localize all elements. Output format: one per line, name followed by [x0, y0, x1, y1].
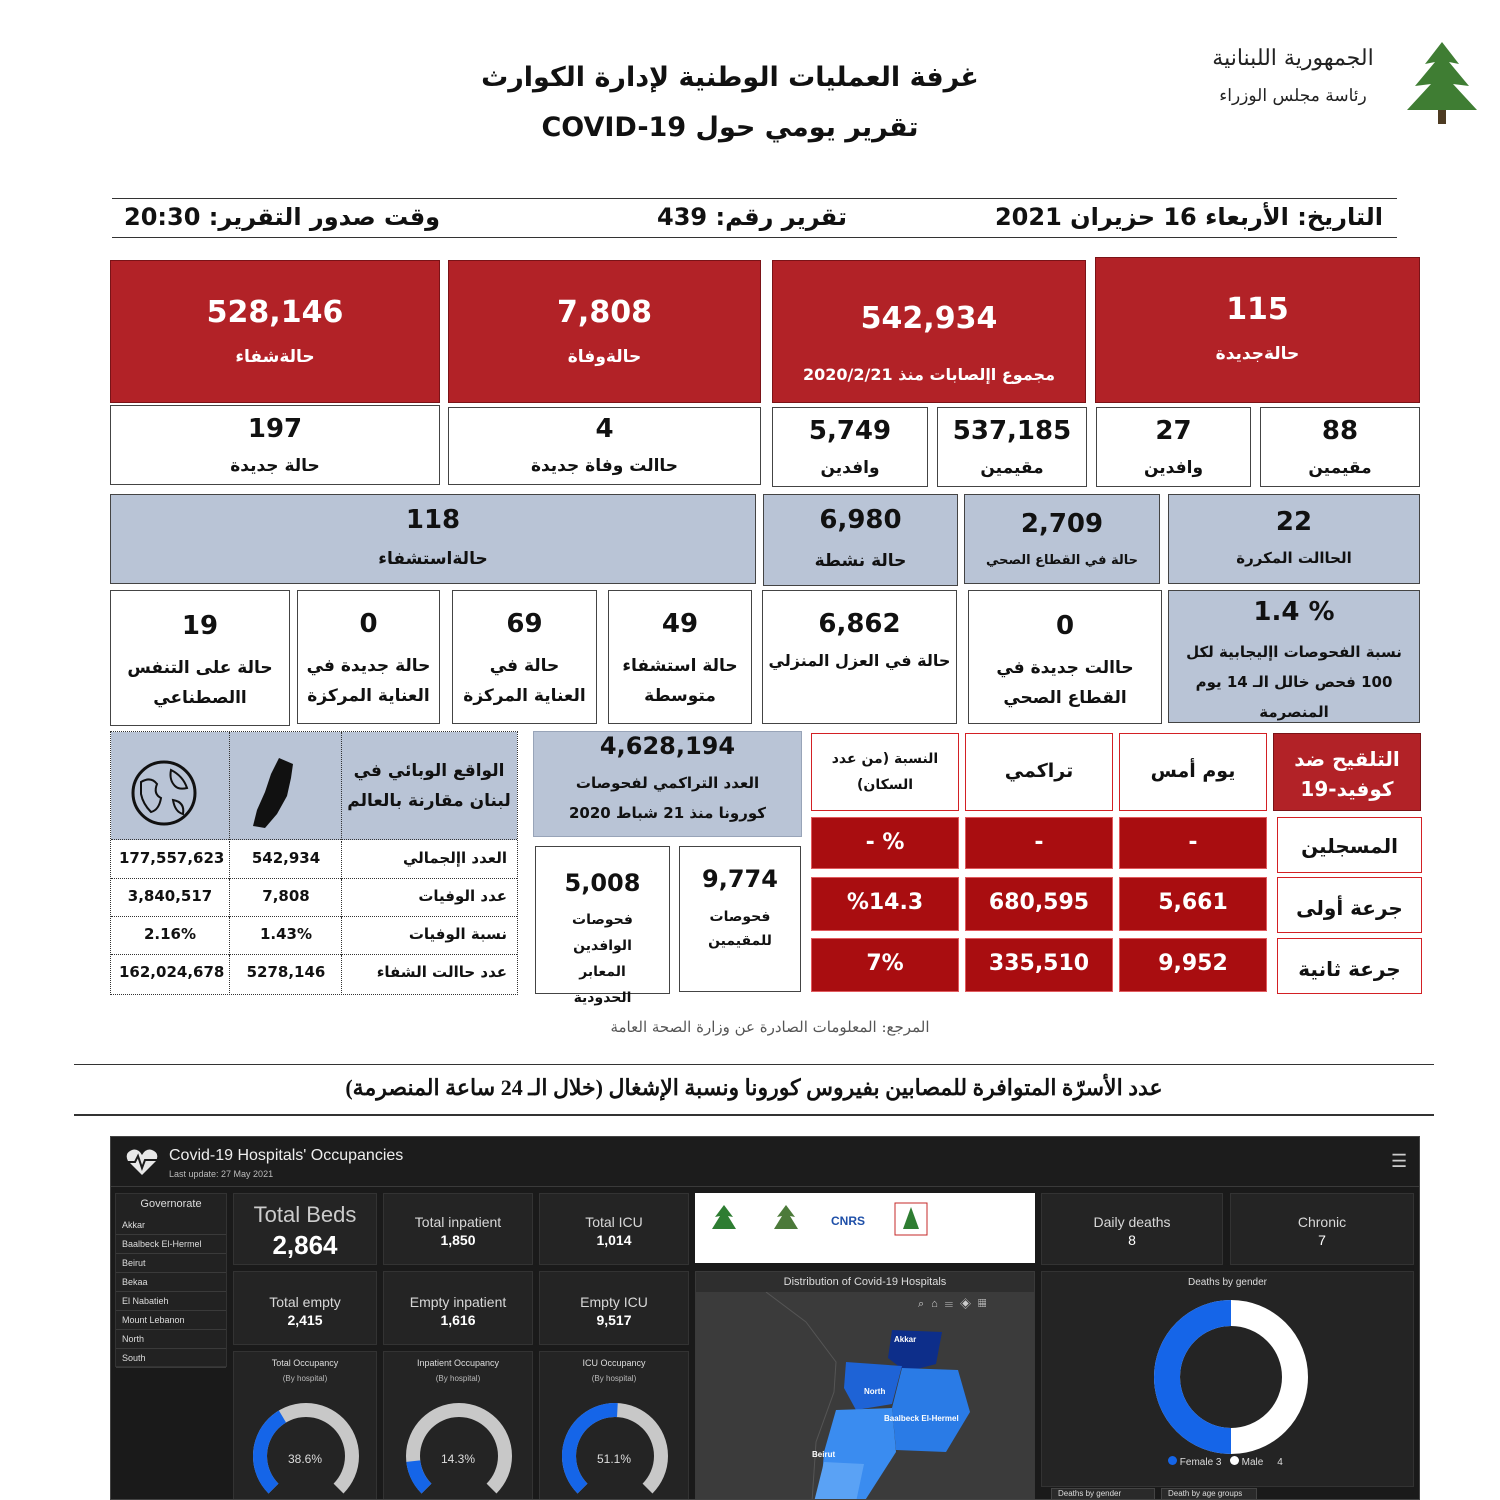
tests-residents-card — [679, 846, 801, 992]
total-inpatient-label: Total inpatient — [414, 1214, 502, 1230]
tests-total-value: 4,628,194 — [599, 732, 736, 760]
world-heading: الواقع الوبائي في لبنان مقارنة بالعالم — [347, 761, 511, 811]
tests-total-card — [533, 731, 802, 837]
empty-inpatient-label: Empty inpatient — [409, 1294, 507, 1310]
map-label-beirut: Beirut — [812, 1450, 836, 1459]
tests-total-label: العدد التراكمي لفحوصات كورونا منذ 21 شباط 2020 — [568, 774, 767, 822]
deaths-label: حالةوفاة — [567, 347, 642, 367]
governorate-item[interactable]: Baalbeck El-Hermel — [116, 1235, 226, 1254]
total-inpatient-value: 1,850 — [440, 1232, 476, 1248]
vaccine-row-label: المسجلين — [1301, 834, 1398, 858]
governorate-item[interactable]: El Nabatieh — [116, 1292, 226, 1311]
world-row-label: العدد اإلجمالي — [402, 849, 507, 867]
vaccine-cell — [965, 938, 1113, 992]
recovered-label: حالةشفاء — [235, 347, 315, 367]
empty-icu-card — [539, 1271, 689, 1345]
total-beds-label: Total Beds — [253, 1202, 357, 1227]
governorate-item[interactable]: Beirut — [116, 1254, 226, 1273]
cnrs-logo-icon — [829, 1205, 869, 1235]
vaccine-col-cumulative-label: تراكمي — [1004, 760, 1074, 782]
world-row-world: 2.16% — [143, 925, 197, 943]
cedar-icon — [1397, 38, 1487, 128]
new-residents-label: مقيمين — [1308, 458, 1372, 478]
total-cases-label: مجموع اإلصابات منذ 2020/2/21 — [803, 365, 1055, 384]
hospital-map[interactable] — [696, 1292, 1034, 1500]
hospital-map-panel — [695, 1271, 1035, 1500]
gauge-subtitle: (By hospital) — [591, 1374, 637, 1383]
vaccine-cell-value: 9,952 — [1158, 951, 1228, 976]
vaccine-cell — [965, 817, 1113, 869]
vaccine-cell — [1119, 938, 1267, 992]
world-row-lebanon: 1.43% — [259, 925, 313, 943]
male-value: 4 — [1277, 1457, 1283, 1468]
chronic-value: 7 — [1318, 1232, 1326, 1248]
gauge-value: 14.3% — [440, 1452, 476, 1466]
vaccine-row-label: جرعة أولى — [1296, 896, 1403, 920]
total-arrivals-card — [772, 407, 928, 487]
hospitals-dashboard — [110, 1136, 1420, 1500]
gauge-title: ICU Occupancy — [582, 1358, 646, 1368]
new-health-value: 0 — [1055, 611, 1075, 641]
repeated-label: الحاالت المكررة — [1236, 549, 1352, 567]
vaccine-cell — [811, 817, 959, 869]
governorate-item[interactable]: Bekaa — [116, 1273, 226, 1292]
health-sector-value: 2,709 — [1020, 509, 1104, 539]
vaccine-cell-value: - — [1034, 830, 1044, 855]
drm-logo-icon — [891, 1199, 931, 1239]
world-comparison — [110, 731, 518, 995]
ventilator-label: حالة على التنفس االصطناعي — [127, 658, 273, 708]
dashboard-title: Covid-19 Hospitals' Occupancies — [169, 1147, 404, 1164]
world-row-lebanon: 5278,146 — [246, 963, 326, 981]
total-residents-value: 537,185 — [952, 416, 1072, 446]
male-dot — [1230, 1456, 1239, 1465]
new-arrivals-value: 27 — [1155, 416, 1192, 446]
report-date: التاريخ: الأربعاء 16 حزيران 2021 — [994, 203, 1383, 231]
vaccine-cell — [1119, 817, 1267, 869]
new-cases-label: حالةجديدة — [1215, 344, 1300, 364]
gauge-fill — [569, 1410, 617, 1489]
vaccine-col-percent — [811, 733, 959, 811]
new-residents-value: 88 — [1321, 416, 1359, 446]
gauge-arc — [246, 1396, 366, 1500]
deaths-by-gender-panel — [1041, 1271, 1414, 1487]
gauge-arc — [399, 1396, 519, 1500]
empty-inpatient-card — [383, 1271, 533, 1345]
home-isolation-card — [762, 590, 957, 724]
total-cases-card — [772, 260, 1086, 403]
hospitalized-value: 118 — [405, 505, 461, 535]
partner-logos — [695, 1193, 1035, 1263]
daily-deaths-label: Daily deaths — [1093, 1214, 1171, 1230]
total-icu-label: Total ICU — [585, 1214, 643, 1230]
tab-deaths-by-age-label: Death by age groups — [1168, 1489, 1243, 1498]
republic-logo — [1188, 42, 1403, 122]
ministry-logo-icon — [771, 1203, 801, 1237]
world-row-label: عدد حاالت الشفاء — [376, 963, 507, 981]
new-residents-card — [1260, 407, 1420, 487]
female-label: Female — [1179, 1457, 1214, 1468]
repeated-card — [1168, 494, 1420, 584]
vaccine-row-label-cell — [1277, 877, 1422, 933]
total-beds-card — [233, 1193, 377, 1265]
logo-text-1: الجمهورية اللبنانية — [1212, 46, 1374, 71]
world-row — [111, 917, 517, 955]
gauge-subtitle: (By hospital) — [435, 1374, 481, 1383]
female-slice — [1167, 1313, 1231, 1441]
total-icu-value: 1,014 — [596, 1232, 632, 1248]
world-row-world: 162,024,678 — [119, 963, 225, 981]
world-row — [111, 955, 517, 993]
tab-deaths-by-gender-label: Deaths by gender — [1058, 1489, 1122, 1498]
map-label-akkar: Akkar — [894, 1335, 917, 1344]
new-recovered-card — [110, 405, 440, 485]
vaccine-title-cell — [1273, 733, 1421, 811]
ventilator-value: 19 — [181, 611, 219, 641]
active-value: 6,980 — [819, 505, 902, 535]
gender-title: Deaths by gender — [1188, 1277, 1267, 1288]
source-note: المرجع: المعلومات الصادرة عن وزارة الصحة العامة — [610, 1018, 930, 1036]
home-isolation-label: حالة في العزل المنزلي — [768, 651, 951, 670]
lebanon-map-icon — [241, 756, 301, 832]
recovered-card — [110, 260, 440, 403]
daily-deaths-value: 8 — [1128, 1232, 1136, 1248]
ventilator-card — [110, 590, 290, 726]
total-residents-card — [937, 407, 1087, 487]
vaccine-col-cumulative — [965, 733, 1113, 811]
vaccine-col-yesterday-label: يوم أمس — [1150, 760, 1236, 782]
hospitalized-card — [110, 494, 756, 584]
globe-icon — [129, 760, 201, 826]
deaths-value: 7,808 — [557, 295, 652, 330]
new-deaths-card — [448, 407, 761, 485]
governorate-item[interactable]: Mount Lebanon — [116, 1311, 226, 1330]
total-empty-card — [233, 1271, 377, 1345]
vaccine-cell-value: - — [1188, 830, 1198, 855]
governorate-item[interactable]: Akkar — [116, 1216, 226, 1235]
occupancy-gauge-card — [539, 1351, 689, 1500]
moderate-card — [608, 590, 752, 724]
world-row-world: 177,557,623 — [119, 849, 225, 867]
world-row-label: نسبة الوفيات — [408, 925, 507, 943]
world-row — [111, 841, 517, 879]
icu-label: حالة في العناية المركزة — [463, 656, 586, 706]
repeated-value: 22 — [1275, 507, 1313, 537]
vaccine-cell — [811, 938, 959, 992]
governorate-items — [116, 1216, 226, 1368]
vaccine-cell-value: 5,661 — [1158, 890, 1228, 915]
vaccine-cell-value: 335,510 — [988, 951, 1090, 976]
total-empty-value: 2,415 — [287, 1312, 323, 1328]
deaths-card — [448, 260, 761, 403]
empty-icu-value: 9,517 — [596, 1312, 632, 1328]
male-label: Male — [1241, 1457, 1264, 1468]
new-icu-label: حالة جديدة في العناية المركزة — [306, 656, 431, 706]
vaccine-cell — [811, 877, 959, 931]
world-row-world: 3,840,517 — [127, 887, 213, 905]
total-icu-card — [539, 1193, 689, 1265]
vaccine-cell-value: - % — [865, 830, 905, 855]
positivity-label: نسبة الفحوصات اإليجابية لكل 100 فحص خالل الـ 14 يوم المنصرمة — [1186, 643, 1402, 721]
governorate-title: Governorate — [140, 1198, 202, 1210]
beds-heading-bar — [74, 1064, 1434, 1116]
total-inpatient-card — [383, 1193, 533, 1265]
new-recovered-value: 197 — [247, 414, 303, 444]
empty-inpatient-value: 1,616 — [440, 1312, 476, 1328]
dashboard-header — [111, 1137, 1420, 1187]
world-row — [111, 879, 517, 917]
vaccine-row-label-cell — [1277, 938, 1422, 994]
occupancy-gauge-card — [233, 1351, 377, 1500]
logo-text-2: رئاسة مجلس الوزراء — [1219, 86, 1367, 106]
gauge-title: Inpatient Occupancy — [416, 1358, 500, 1368]
positivity-card — [1168, 590, 1420, 723]
moderate-value: 49 — [661, 609, 699, 639]
tests-arrivals-value: 5,008 — [564, 869, 641, 897]
gauge-arc — [555, 1396, 675, 1500]
new-recovered-label: حالة جديدة — [230, 456, 320, 476]
map-toolbar[interactable]: ⌕⌂☰◈▦ — [918, 1298, 994, 1310]
tests-arrivals-label: فحوصات الوافدين المعابر الحدودية — [572, 912, 633, 1006]
new-health-card — [968, 590, 1162, 724]
total-arrivals-value: 5,749 — [808, 416, 892, 446]
recovered-value: 528,146 — [206, 295, 344, 330]
new-arrivals-card — [1096, 407, 1251, 487]
gauge-track — [413, 1410, 505, 1489]
beds-heading: عدد الأسرّة المتوافرة للمصابين بفيروس كورونا ونسبة الإشغال (خلال الـ 24 ساعة المنصرمة) — [345, 1075, 1163, 1100]
new-arrivals-label: وافدين — [1143, 458, 1204, 478]
total-arrivals-label: وافدين — [820, 458, 880, 478]
new-deaths-label: حاالت وفاة جديدة — [530, 456, 679, 476]
map-label-north: North — [864, 1387, 886, 1396]
world-row-lebanon: 542,934 — [251, 849, 321, 867]
vaccine-cell-value: 680,595 — [988, 890, 1090, 915]
icu-value: 69 — [506, 609, 543, 639]
vaccine-title: التلقيح ضد كوفيد-19 — [1294, 747, 1400, 801]
vaccine-row-label-cell — [1277, 817, 1422, 873]
tests-residents-value: 9,774 — [702, 865, 778, 893]
total-cases-value: 542,934 — [860, 301, 998, 336]
tab-deaths-by-gender[interactable] — [1051, 1488, 1155, 1500]
governorate-list — [115, 1193, 227, 1367]
gender-legend — [1168, 1456, 1283, 1468]
svg-text:CNRS: CNRS — [831, 1214, 866, 1228]
new-cases-value: 115 — [1226, 292, 1289, 327]
female-value: 3 — [1215, 1457, 1222, 1468]
tab-deaths-by-age[interactable] — [1161, 1488, 1257, 1500]
report-subtitle: تقرير يومي حول COVID-19 — [541, 112, 919, 143]
gender-donut-chart — [1146, 1292, 1316, 1462]
map-title: Distribution of Covid-19 Hospitals — [783, 1276, 947, 1288]
world-row-label: عدد الوفيات — [418, 887, 507, 905]
map-label-baalbeck: Baalbeck El-Hermel — [884, 1414, 959, 1423]
report-title: غرفة العمليات الوطنية لإدارة الكوارث — [481, 62, 979, 93]
governorate-item[interactable]: South — [116, 1349, 226, 1368]
gauge-title: Total Occupancy — [271, 1358, 339, 1368]
world-header — [111, 732, 517, 840]
vaccine-cell — [965, 877, 1113, 931]
lebanon-hospital-map — [696, 1292, 1034, 1500]
dashboard-updated: Last update: 27 May 2021 — [169, 1169, 274, 1179]
report-time: وقت صدور التقرير: 20:30 — [124, 203, 441, 231]
new-icu-value: 0 — [359, 609, 378, 639]
heart-pulse-icon — [125, 1147, 159, 1177]
gauge-subtitle: (By hospital) — [282, 1374, 328, 1383]
tests-residents-label: فحوصات للمقيمين — [708, 909, 772, 949]
moderate-label: حالة استشفاء متوسطة — [622, 656, 738, 706]
gauge-value: 38.6% — [287, 1452, 323, 1466]
health-sector-card — [964, 494, 1160, 584]
active-card — [763, 494, 958, 586]
gauge-value: 51.1% — [596, 1452, 632, 1466]
total-beds-value: 2,864 — [272, 1230, 338, 1260]
chronic-card — [1230, 1193, 1414, 1265]
cedar-logo-icon — [709, 1203, 739, 1237]
vaccine-col-yesterday — [1119, 733, 1267, 811]
vaccine-cell-value: 7% — [866, 951, 904, 976]
vaccine-col-percent-label: النسبة (من عدد السكان) — [831, 751, 939, 793]
menu-icon[interactable]: ☰ — [1391, 1151, 1408, 1171]
occupancy-gauge-card — [383, 1351, 533, 1500]
governorate-item[interactable]: North — [116, 1330, 226, 1349]
new-deaths-value: 4 — [595, 414, 614, 444]
home-isolation-value: 6,862 — [818, 609, 901, 639]
vaccine-cell-value: %14.3 — [846, 890, 924, 915]
chronic-label: Chronic — [1297, 1214, 1347, 1230]
health-sector-label: حالة في القطاع الصحي — [985, 553, 1139, 568]
world-row-lebanon: 7,808 — [262, 887, 310, 905]
new-health-label: حاالت جديدة في القطاع الصحي — [996, 658, 1134, 708]
icu-card — [452, 590, 597, 724]
report-number: تقرير رقم: 439 — [657, 203, 847, 231]
vaccine-row-label: جرعة ثانية — [1298, 957, 1401, 981]
vaccine-cell — [1119, 877, 1267, 931]
female-dot — [1168, 1456, 1177, 1465]
new-cases-card — [1095, 257, 1420, 403]
meta-bar — [112, 198, 1397, 238]
active-label: حالة نشطة — [814, 551, 907, 571]
total-residents-label: مقيمين — [980, 458, 1044, 478]
hospitalized-label: حالةاستشفاء — [378, 549, 488, 569]
new-icu-card — [297, 590, 440, 724]
positivity-value: 1.4 % — [1253, 597, 1335, 627]
empty-icu-label: Empty ICU — [580, 1294, 648, 1310]
total-empty-label: Total empty — [269, 1294, 341, 1310]
daily-deaths-card — [1041, 1193, 1223, 1265]
tests-arrivals-card — [535, 846, 670, 1006]
